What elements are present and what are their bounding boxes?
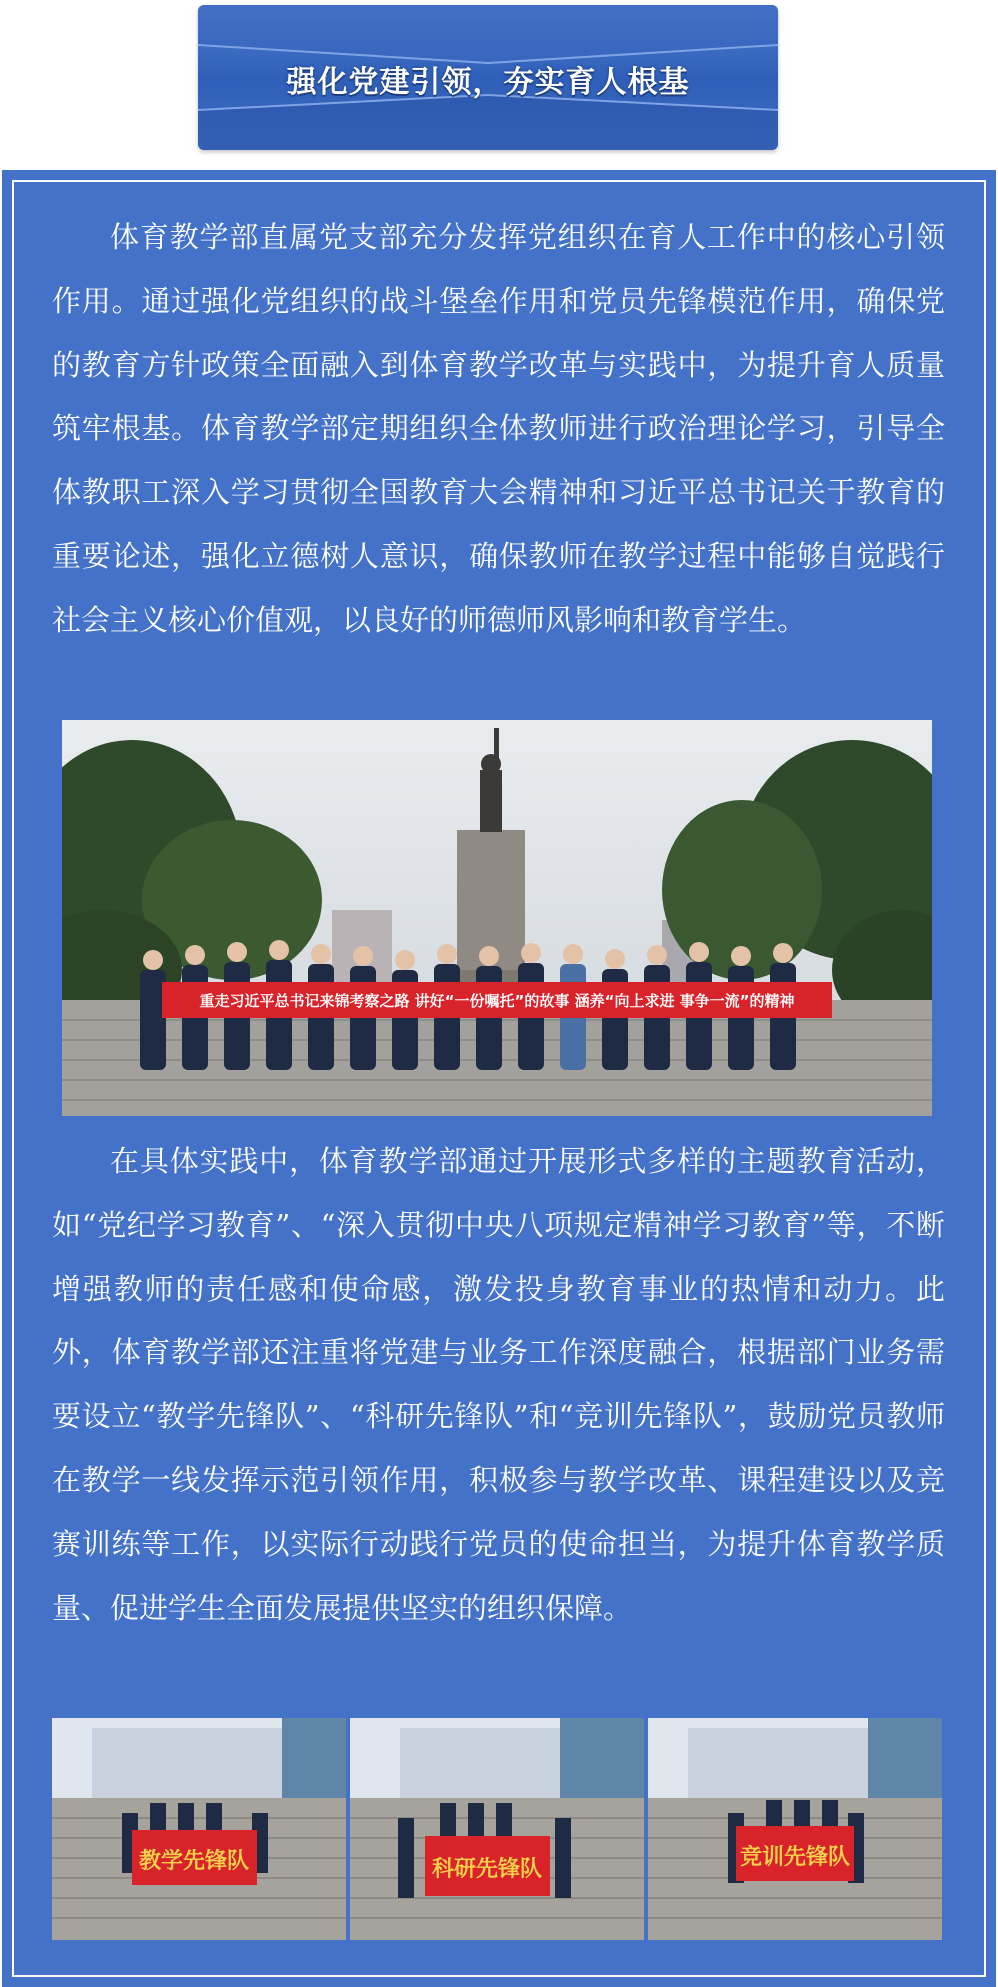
page-title: 强化党建引领，夯实育人根基 [286, 65, 690, 100]
team-photo-research [350, 1718, 644, 1940]
team-banner-competition: 竞训先锋队 [739, 1845, 851, 1870]
group-photo-illustration [62, 720, 932, 1116]
team-photo-strip [52, 1718, 942, 1940]
team-photo-research-illustration [350, 1718, 644, 1940]
title-banner [198, 5, 778, 150]
team-photo-competition-illustration [648, 1718, 942, 1940]
group-photo [62, 720, 932, 1116]
content-panel [2, 170, 996, 1987]
team-banner-teaching: 教学先锋队 [138, 1849, 250, 1874]
team-banner-research: 科研先锋队 [431, 1857, 543, 1882]
practice-paragraph: 在具体实践中，体育教学部通过开展形式多样的主题教育活动，如“党纪学习教育”、“深入贯彻中央八项规定精神学习教育”等，不断增强教师的责任感和使命感，激发投身教育事业的热情和动力。此外，体育教学部还注重将党建与业务工作深度融合，根据部门业务需要设立“教学先锋队”、“科研先锋队”和“竞训先锋队”，鼓励党员教师在教学一线发挥示范引领作用，积极参与教学改革、课程建设以及竞赛训练等工作，以实际行动践行党员的使命担当，为提升体育教学质量、促进学生全面发展提供坚实的组织保障。 [52, 1144, 945, 1625]
intro-paragraph: 体育教学部直属党支部充分发挥党组织在育人工作中的核心引领作用。通过强化党组织的战斗堡垒作用和党员先锋模范作用，确保党的教育方针政策全面融入到体育教学改革与实践中，为提升育人质量筑牢根基。体育教学部定期组织全体教师进行政治理论学习，引导全体教职工深入学习贯彻全国教育大会精神和习近平总书记关于教育的重要论述，强化立德树人意识，确保教师在教学过程中能够自觉践行社会主义核心价值观，以良好的师德师风影响和教育学生。 [52, 220, 945, 637]
group-banner-text: 重走习近平总书记来锦考察之路 讲好“一份嘱托”的故事 涵养“向上求进 事争一流”的精神 [199, 992, 795, 1010]
team-photo-teaching-illustration [52, 1718, 346, 1940]
team-photo-teaching [52, 1718, 346, 1940]
team-photo-competition [648, 1718, 942, 1940]
